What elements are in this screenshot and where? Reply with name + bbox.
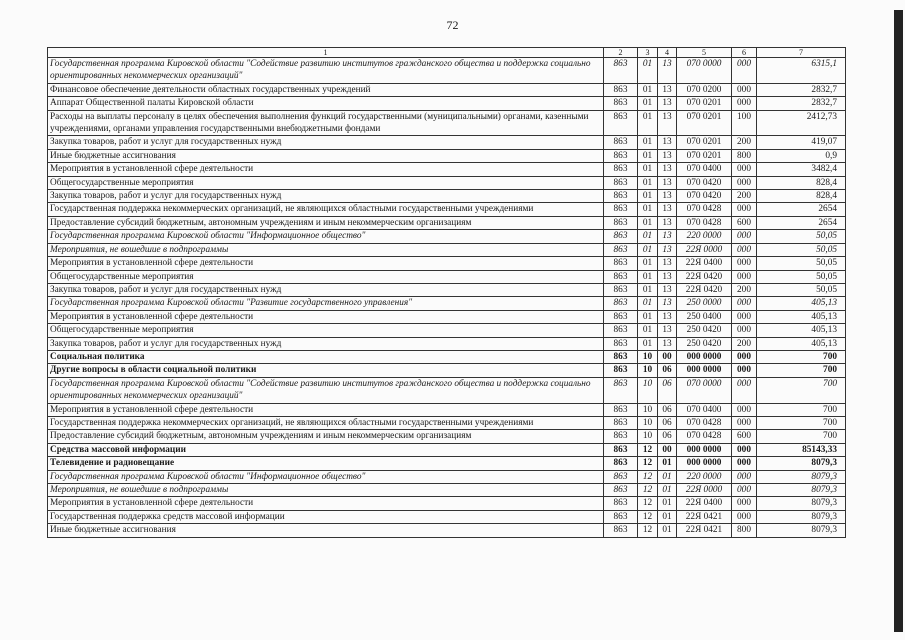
row-ved-cell: 863: [604, 297, 638, 310]
row-ved-cell: 863: [604, 430, 638, 443]
table-row: [48, 350, 846, 363]
row-expense-type-cell: 000: [732, 310, 757, 323]
table-row: [48, 297, 846, 310]
row-section-cell: 01: [638, 97, 658, 110]
row-target-article-cell: 070 0201: [677, 110, 732, 136]
row-ved-cell: 863: [604, 257, 638, 270]
row-expense-type-cell: 200: [732, 190, 757, 203]
header-cell: 5: [677, 48, 732, 58]
row-expense-type-cell: 000: [732, 443, 757, 456]
row-name-cell: Государственная программа Кировской области "Развитие государственного управления": [48, 297, 604, 310]
row-amount-cell: 2832,7: [757, 83, 846, 96]
row-subsection-cell: 06: [658, 377, 677, 403]
row-ved-cell: 863: [604, 163, 638, 176]
row-ved-cell: 863: [604, 136, 638, 149]
header-cell: 3: [638, 48, 658, 58]
row-amount-cell: 0,9: [757, 149, 846, 162]
row-target-article-cell: 000 0000: [677, 364, 732, 377]
row-amount-cell: 50,05: [757, 283, 846, 296]
row-target-article-cell: 070 0428: [677, 416, 732, 429]
row-subsection-cell: 13: [658, 270, 677, 283]
row-amount-cell: 50,05: [757, 230, 846, 243]
row-target-article-cell: 22Я 0000: [677, 243, 732, 256]
row-target-article-cell: 070 0201: [677, 136, 732, 149]
scan-edge-shadow: [894, 10, 903, 632]
row-subsection-cell: 13: [658, 337, 677, 350]
row-target-article-cell: 220 0000: [677, 230, 732, 243]
table-row: [48, 243, 846, 256]
row-ved-cell: 863: [604, 270, 638, 283]
row-amount-cell: 8079,3: [757, 457, 846, 470]
row-subsection-cell: 13: [658, 216, 677, 229]
table-row: [48, 364, 846, 377]
row-ved-cell: 863: [604, 243, 638, 256]
row-subsection-cell: 13: [658, 203, 677, 216]
row-amount-cell: 8079,3: [757, 524, 846, 537]
row-subsection-cell: 06: [658, 430, 677, 443]
row-expense-type-cell: 000: [732, 83, 757, 96]
table-row: [48, 310, 846, 323]
row-section-cell: 12: [638, 470, 658, 483]
row-expense-type-cell: 000: [732, 163, 757, 176]
row-ved-cell: 863: [604, 470, 638, 483]
table-row: [48, 457, 846, 470]
row-target-article-cell: 250 0420: [677, 324, 732, 337]
row-ved-cell: 863: [604, 484, 638, 497]
row-expense-type-cell: 000: [732, 257, 757, 270]
row-subsection-cell: 01: [658, 497, 677, 510]
row-name-cell: Закупка товаров, работ и услуг для государственных нужд: [48, 136, 604, 149]
row-ved-cell: 863: [604, 230, 638, 243]
row-section-cell: 01: [638, 230, 658, 243]
row-amount-cell: 50,05: [757, 257, 846, 270]
row-ved-cell: 863: [604, 497, 638, 510]
row-subsection-cell: 13: [658, 83, 677, 96]
row-subsection-cell: 01: [658, 484, 677, 497]
row-ved-cell: 863: [604, 403, 638, 416]
row-name-cell: Аппарат Общественной палаты Кировской области: [48, 97, 604, 110]
row-target-article-cell: 000 0000: [677, 350, 732, 363]
row-amount-cell: 828,4: [757, 176, 846, 189]
table-row: [48, 163, 846, 176]
row-section-cell: 01: [638, 203, 658, 216]
row-subsection-cell: 13: [658, 149, 677, 162]
row-target-article-cell: 22Я 0400: [677, 257, 732, 270]
row-amount-cell: 700: [757, 377, 846, 403]
row-amount-cell: 405,13: [757, 337, 846, 350]
table-header-row: [48, 48, 846, 58]
row-section-cell: 01: [638, 163, 658, 176]
row-subsection-cell: 13: [658, 283, 677, 296]
row-amount-cell: 405,13: [757, 324, 846, 337]
row-expense-type-cell: 000: [732, 497, 757, 510]
row-expense-type-cell: 000: [732, 510, 757, 523]
row-name-cell: Государственная поддержка некоммерческих организаций, не являющихся областными государственными учреждениями: [48, 416, 604, 429]
row-name-cell: Закупка товаров, работ и услуг для государственных нужд: [48, 283, 604, 296]
row-ved-cell: 863: [604, 364, 638, 377]
row-expense-type-cell: 800: [732, 524, 757, 537]
row-name-cell: Средства массовой информации: [48, 443, 604, 456]
row-name-cell: Финансовое обеспечение деятельности областных государственных учреждений: [48, 83, 604, 96]
row-amount-cell: 85143,33: [757, 443, 846, 456]
row-name-cell: Мероприятия в установленной сфере деятельности: [48, 257, 604, 270]
row-section-cell: 01: [638, 297, 658, 310]
row-amount-cell: 3482,4: [757, 163, 846, 176]
row-expense-type-cell: 200: [732, 337, 757, 350]
row-section-cell: 10: [638, 377, 658, 403]
table-row: [48, 149, 846, 162]
table-row: [48, 337, 846, 350]
row-ved-cell: 863: [604, 337, 638, 350]
table-row: [48, 283, 846, 296]
row-target-article-cell: 250 0000: [677, 297, 732, 310]
row-section-cell: 10: [638, 403, 658, 416]
row-target-article-cell: 070 0400: [677, 163, 732, 176]
row-ved-cell: 863: [604, 310, 638, 323]
row-name-cell: Государственная программа Кировской области "Информационное общество": [48, 230, 604, 243]
row-expense-type-cell: 000: [732, 243, 757, 256]
row-name-cell: Государственная программа Кировской области "Информационное общество": [48, 470, 604, 483]
row-ved-cell: 863: [604, 350, 638, 363]
row-subsection-cell: 13: [658, 243, 677, 256]
row-subsection-cell: 01: [658, 524, 677, 537]
row-name-cell: Государственная поддержка средств массовой информации: [48, 510, 604, 523]
row-target-article-cell: 070 0201: [677, 149, 732, 162]
row-target-article-cell: 22Я 0000: [677, 484, 732, 497]
row-name-cell: Общегосударственные мероприятия: [48, 270, 604, 283]
table-row: [48, 510, 846, 523]
row-name-cell: Государственная программа Кировской области "Содействие развитию институтов гражданского общества и поддержка социально ориентированных некоммерческих организаций": [48, 58, 604, 84]
row-subsection-cell: 06: [658, 403, 677, 416]
row-target-article-cell: 070 0420: [677, 176, 732, 189]
header-cell: 4: [658, 48, 677, 58]
table-row: [48, 58, 846, 84]
row-expense-type-cell: 200: [732, 136, 757, 149]
table-row: [48, 484, 846, 497]
row-section-cell: 01: [638, 190, 658, 203]
row-target-article-cell: 070 0000: [677, 377, 732, 403]
row-expense-type-cell: 000: [732, 324, 757, 337]
row-amount-cell: 8079,3: [757, 497, 846, 510]
page-number: 72: [446, 18, 459, 32]
row-target-article-cell: 22Я 0420: [677, 283, 732, 296]
row-expense-type-cell: 000: [732, 230, 757, 243]
row-ved-cell: 863: [604, 324, 638, 337]
row-target-article-cell: 22Я 0400: [677, 497, 732, 510]
row-expense-type-cell: 000: [732, 484, 757, 497]
row-ved-cell: 863: [604, 510, 638, 523]
row-amount-cell: 828,4: [757, 190, 846, 203]
row-subsection-cell: 13: [658, 136, 677, 149]
row-section-cell: 12: [638, 524, 658, 537]
row-section-cell: 01: [638, 136, 658, 149]
row-target-article-cell: 070 0428: [677, 430, 732, 443]
row-section-cell: 01: [638, 283, 658, 296]
row-name-cell: Иные бюджетные ассигнования: [48, 149, 604, 162]
row-name-cell: Мероприятия в установленной сфере деятельности: [48, 310, 604, 323]
table-row: [48, 257, 846, 270]
row-target-article-cell: 070 0428: [677, 216, 732, 229]
row-expense-type-cell: 000: [732, 203, 757, 216]
row-amount-cell: 700: [757, 403, 846, 416]
row-expense-type-cell: 000: [732, 364, 757, 377]
row-amount-cell: 8079,3: [757, 484, 846, 497]
row-subsection-cell: 01: [658, 510, 677, 523]
row-section-cell: 01: [638, 337, 658, 350]
row-ved-cell: 863: [604, 443, 638, 456]
row-target-article-cell: 070 0000: [677, 58, 732, 84]
row-subsection-cell: 00: [658, 350, 677, 363]
row-section-cell: 01: [638, 83, 658, 96]
row-subsection-cell: 01: [658, 457, 677, 470]
table-row: [48, 136, 846, 149]
row-ved-cell: 863: [604, 58, 638, 84]
row-name-cell: Мероприятия, не вошедшие в подпрограммы: [48, 243, 604, 256]
row-target-article-cell: 22Я 0421: [677, 510, 732, 523]
row-section-cell: 01: [638, 270, 658, 283]
row-subsection-cell: 13: [658, 190, 677, 203]
row-section-cell: 12: [638, 443, 658, 456]
row-name-cell: Закупка товаров, работ и услуг для государственных нужд: [48, 337, 604, 350]
row-subsection-cell: 06: [658, 416, 677, 429]
row-section-cell: 01: [638, 216, 658, 229]
row-name-cell: Другие вопросы в области социальной политики: [48, 364, 604, 377]
row-expense-type-cell: 000: [732, 377, 757, 403]
row-expense-type-cell: 600: [732, 430, 757, 443]
row-expense-type-cell: 100: [732, 110, 757, 136]
row-target-article-cell: 070 0201: [677, 97, 732, 110]
row-section-cell: 01: [638, 110, 658, 136]
table-row: [48, 324, 846, 337]
table-row: [48, 190, 846, 203]
row-target-article-cell: 000 0000: [677, 457, 732, 470]
row-amount-cell: 405,13: [757, 310, 846, 323]
row-section-cell: 01: [638, 310, 658, 323]
row-expense-type-cell: 800: [732, 149, 757, 162]
table-row: [48, 497, 846, 510]
row-expense-type-cell: 000: [732, 97, 757, 110]
row-subsection-cell: 13: [658, 176, 677, 189]
row-section-cell: 10: [638, 416, 658, 429]
row-target-article-cell: 22Я 0420: [677, 270, 732, 283]
row-name-cell: Социальная политика: [48, 350, 604, 363]
table-row: [48, 403, 846, 416]
row-ved-cell: 863: [604, 190, 638, 203]
row-subsection-cell: 13: [658, 310, 677, 323]
row-subsection-cell: 13: [658, 58, 677, 84]
header-cell: 2: [604, 48, 638, 58]
row-name-cell: Мероприятия в установленной сфере деятельности: [48, 497, 604, 510]
table-row: [48, 230, 846, 243]
row-section-cell: 01: [638, 149, 658, 162]
row-name-cell: Общегосударственные мероприятия: [48, 324, 604, 337]
row-section-cell: 01: [638, 243, 658, 256]
row-amount-cell: 700: [757, 416, 846, 429]
row-amount-cell: 2832,7: [757, 97, 846, 110]
table-row: [48, 110, 846, 136]
table-row: [48, 176, 846, 189]
table-row: [48, 470, 846, 483]
row-ved-cell: 863: [604, 83, 638, 96]
row-expense-type-cell: 000: [732, 350, 757, 363]
row-ved-cell: 863: [604, 203, 638, 216]
header-cell: 6: [732, 48, 757, 58]
row-expense-type-cell: 600: [732, 216, 757, 229]
row-section-cell: 01: [638, 176, 658, 189]
row-amount-cell: 2654: [757, 203, 846, 216]
row-expense-type-cell: 000: [732, 58, 757, 84]
row-target-article-cell: 070 0400: [677, 403, 732, 416]
table-row: [48, 203, 846, 216]
row-ved-cell: 863: [604, 416, 638, 429]
row-ved-cell: 863: [604, 216, 638, 229]
table-row: [48, 97, 846, 110]
row-section-cell: 01: [638, 58, 658, 84]
row-name-cell: Государственная программа Кировской области "Содействие развитию институтов гражданского общества и поддержка социально ориентированных некоммерческих организаций": [48, 377, 604, 403]
table-row: [48, 270, 846, 283]
row-section-cell: 10: [638, 430, 658, 443]
row-amount-cell: 50,05: [757, 270, 846, 283]
row-amount-cell: 8079,3: [757, 470, 846, 483]
row-name-cell: Мероприятия, не вошедшие в подпрограммы: [48, 484, 604, 497]
row-subsection-cell: 13: [658, 257, 677, 270]
table-row: [48, 430, 846, 443]
row-amount-cell: 6315,1: [757, 58, 846, 84]
row-expense-type-cell: 000: [732, 416, 757, 429]
row-name-cell: Расходы на выплаты персоналу в целях обеспечения выполнения функций государственными (муниципальными) органами, казенными учреждениями, органами управления государственными внебюджетными фондами: [48, 110, 604, 136]
row-amount-cell: 419,07: [757, 136, 846, 149]
row-subsection-cell: 06: [658, 364, 677, 377]
row-subsection-cell: 13: [658, 97, 677, 110]
row-section-cell: 10: [638, 364, 658, 377]
table-row: [48, 443, 846, 456]
row-name-cell: Иные бюджетные ассигнования: [48, 524, 604, 537]
row-name-cell: Предоставление субсидий бюджетным, автономным учреждениям и иным некоммерческим организациям: [48, 216, 604, 229]
row-subsection-cell: 00: [658, 443, 677, 456]
row-subsection-cell: 01: [658, 470, 677, 483]
row-subsection-cell: 13: [658, 110, 677, 136]
table-row: [48, 377, 846, 403]
header-cell: 7: [757, 48, 846, 58]
row-target-article-cell: 000 0000: [677, 443, 732, 456]
row-target-article-cell: 22Я 0421: [677, 524, 732, 537]
row-target-article-cell: 070 0420: [677, 190, 732, 203]
row-expense-type-cell: 000: [732, 457, 757, 470]
row-name-cell: Государственная поддержка некоммерческих организаций, не являющихся областными государственными учреждениями: [48, 203, 604, 216]
table-row: [48, 416, 846, 429]
row-amount-cell: 50,05: [757, 243, 846, 256]
table-row: [48, 83, 846, 96]
row-subsection-cell: 13: [658, 297, 677, 310]
row-amount-cell: 700: [757, 430, 846, 443]
row-section-cell: 12: [638, 510, 658, 523]
row-ved-cell: 863: [604, 176, 638, 189]
row-name-cell: Мероприятия в установленной сфере деятельности: [48, 163, 604, 176]
row-section-cell: 12: [638, 457, 658, 470]
row-ved-cell: 863: [604, 149, 638, 162]
row-ved-cell: 863: [604, 97, 638, 110]
table-row: [48, 216, 846, 229]
row-subsection-cell: 13: [658, 230, 677, 243]
row-name-cell: Мероприятия в установленной сфере деятельности: [48, 403, 604, 416]
row-name-cell: Предоставление субсидий бюджетным, автономным учреждениям и иным некоммерческим организациям: [48, 430, 604, 443]
row-target-article-cell: 250 0420: [677, 337, 732, 350]
row-ved-cell: 863: [604, 110, 638, 136]
row-amount-cell: 8079,3: [757, 510, 846, 523]
row-section-cell: 10: [638, 350, 658, 363]
row-expense-type-cell: 200: [732, 283, 757, 296]
row-section-cell: 12: [638, 497, 658, 510]
row-ved-cell: 863: [604, 377, 638, 403]
row-expense-type-cell: 000: [732, 297, 757, 310]
row-expense-type-cell: 000: [732, 470, 757, 483]
row-expense-type-cell: 000: [732, 403, 757, 416]
row-section-cell: 01: [638, 324, 658, 337]
row-target-article-cell: 070 0200: [677, 83, 732, 96]
row-amount-cell: 2412,73: [757, 110, 846, 136]
row-subsection-cell: 13: [658, 324, 677, 337]
row-amount-cell: 405,13: [757, 297, 846, 310]
row-ved-cell: 863: [604, 457, 638, 470]
row-expense-type-cell: 000: [732, 176, 757, 189]
row-name-cell: Общегосударственные мероприятия: [48, 176, 604, 189]
row-amount-cell: 700: [757, 350, 846, 363]
row-amount-cell: 2654: [757, 216, 846, 229]
row-ved-cell: 863: [604, 524, 638, 537]
row-target-article-cell: 070 0428: [677, 203, 732, 216]
row-subsection-cell: 13: [658, 163, 677, 176]
row-expense-type-cell: 000: [732, 270, 757, 283]
table-row: [48, 524, 846, 537]
row-amount-cell: 700: [757, 364, 846, 377]
header-cell: 1: [48, 48, 604, 58]
row-section-cell: 12: [638, 484, 658, 497]
row-target-article-cell: 250 0400: [677, 310, 732, 323]
row-ved-cell: 863: [604, 283, 638, 296]
row-section-cell: 01: [638, 257, 658, 270]
row-target-article-cell: 220 0000: [677, 470, 732, 483]
budget-table: [47, 47, 846, 538]
row-name-cell: Телевидение и радиовещание: [48, 457, 604, 470]
row-name-cell: Закупка товаров, работ и услуг для государственных нужд: [48, 190, 604, 203]
